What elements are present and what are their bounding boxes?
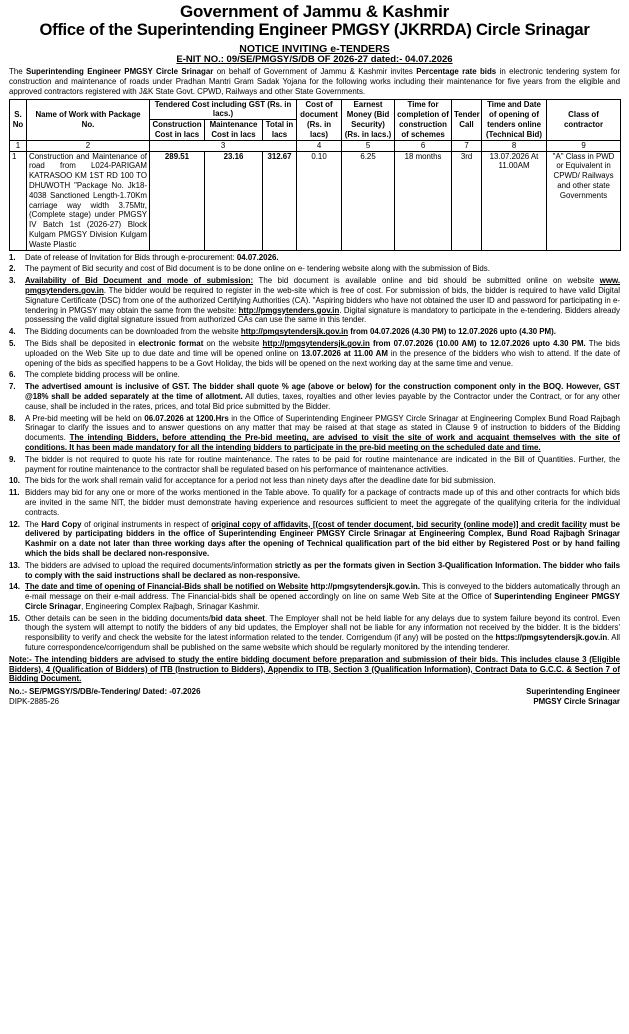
item-text: The date and time of opening of Financial-Bids shall be notified on Website http://pmgsytendersjk.gov.in. This is conveyed to the bidders automatically through an e-mail message on their e-mail address. The Financial-bids shall be opened accordingly on line on same Web Site at the Office of Superintending Engineer PMGSY Circle Srinagar, Engineering Complex Rajbagh, Srinagar Kashmir.	[25, 582, 620, 611]
item-text: Bidders may bid for any one or more of the works mentioned in the Table above. To qualify for a package of contracts made up of this and other contracts for which bids are invited in the same NIT, the bidder must demonstrate having experience and resources sufficient to meet the aggregate of the qualifying criteria for the individual contracts.	[25, 488, 620, 517]
row-opening: 13.07.2026 At 11.00AM	[482, 151, 547, 250]
row-work-name: Construction and Maintenance of road from L024-PARIGAM KATRASOO KM 1ST RD 100 TO DHUWOTH "Package No. Jk18-4038 Sanctioned Length-1.70Km carriage way width 3.75Mtr, (Complete stage) under PMGSY IV Batch 1st (2026-27) Block Kulgam PMGSY Division Kulgam Waste Plastic	[27, 151, 150, 250]
table-row	[10, 151, 621, 250]
reference-number: No.:- SE/PMGSY/S/DB/e-Tendering/ Dated: -07.2026	[9, 687, 201, 697]
item-text: The bids for the work shall remain valid for acceptance for a period not less than ninety days after the deadline date for bid submission.	[25, 476, 496, 486]
index-cell: 8	[482, 140, 547, 151]
index-cell: 9	[547, 140, 621, 151]
government-heading: Government of Jammu & Kashmir	[179, 2, 450, 21]
item-number: 2.	[9, 264, 16, 274]
index-cell: 1	[10, 140, 27, 151]
row-earnest-money: 6.25	[342, 151, 395, 250]
intro-text: in electronic tendering system for construction and maintenance of roads under Pradhan Mantri Gram Sadak Yojana for the following works including their maintenance for five years from the eligible and approved contractors registered with J&K State Govt. CPWD, Railways and other State Governments.	[9, 67, 621, 96]
list-item	[9, 339, 620, 368]
list-item	[9, 327, 620, 337]
col-total: Total in lacs	[263, 120, 297, 141]
row-sno: 1	[10, 151, 27, 250]
list-item	[9, 253, 620, 263]
item-text: Availability of Bid Document and mode of submission: The bid document is available online and bid should be submitted online on website www. pmgsytenders.gov.in. The bidder would be required to register in the web-site which is free of cost. For submission of bids, the bidder is required to have valid Digital Signature Certificate (DSC) from one of the authorized Certifying Authorities (CA). "Aspiring bidders who have not obtained the user ID and password for participating in e-tendering in PMGSY may obtain the same from the website: http://pmgsytenders.gov.in. Digital signature is mandatory to participate in the e-tendering. Bidders already possessing the valid digital signature issued from authorized CAs can use the same in this tender.	[25, 276, 621, 325]
item-number: 8.	[9, 413, 16, 423]
index-cell: 6	[395, 140, 452, 151]
item-number: 9.	[9, 454, 16, 464]
item-text: The bidders are advised to upload the required documents/information strictly as per the formats given in Section 3-Qualification Information. The bidder who fails to comply with the said instructions shall be declared as non-responsive.	[25, 560, 620, 580]
item-number: 10.	[9, 476, 20, 486]
col-tender-call: Tender Call	[452, 99, 482, 140]
col-earnest-money: Earnest Money (Bid Security) (Rs. in lacs.)	[342, 99, 395, 140]
office-heading: Office of the Superintending Engineer PMGSY (JKRRDA) Circle Srinagar	[39, 20, 590, 40]
intro-text: The	[9, 67, 26, 77]
item-number: 5.	[9, 338, 16, 348]
item-number: 11.	[9, 488, 20, 498]
item-text: A Pre-bid meeting will be held on 06.07.2026 at 1200.Hrs in the Office of Superintending Engineer PMGSY Circle Srinagar at Engineering Complex Bund Road Rajbagh Srinagar to clarify the issues and to answer questions on any matter that may be raised at that stage as stated in Clause 9 of instruction to bidders of the Bidding documents. The intending Bidders, before attending the Pre-bid meeting, are advised to visit the site of work and acquaint themselves with the site of conditions. It has been made mandatory for all the intending bidders to participate in the pre-bid meeting on the scheduled date and time.	[25, 413, 620, 452]
notice-title: NOTICE INVITING e-TENDERS	[239, 43, 390, 56]
list-item	[9, 264, 620, 274]
footer-reference	[9, 687, 200, 707]
row-completion-time: 18 months	[395, 151, 452, 250]
item-number: 14.	[9, 582, 20, 592]
index-cell: 7	[452, 140, 482, 151]
item-number: 3.	[9, 276, 16, 286]
table-index-row	[10, 140, 621, 151]
list-item	[9, 370, 620, 380]
row-class: "A" Class in PWD or Equivalent in CPWD/ Railways and other state Governments	[547, 151, 621, 250]
index-cell: 5	[342, 140, 395, 151]
list-item	[9, 561, 620, 581]
index-cell: 3	[150, 140, 297, 151]
item-text: Other details can be seen in the bidding documents/bid data sheet. The Employer shall not be held liable for any delays due to system failure beyond its control. Even though the system will attempt to notify the bidders of any bid updates, the Employer shall not be liable for any information not received by the bidder. It is the bidders' responsibility to verify and check the website for the latest information related to the tender. Corrigendum (if any) will be posted on the https://pmgsytendersjk.gov.in. All future correspondence/corrigendum shall be published on the same website which should be regularly monitored by the intending tenderer.	[25, 613, 621, 653]
col-work-name: Name of Work with Package No.	[27, 99, 150, 140]
item-text: The bidder is not required to quote his rate for routine maintenance. The rates to be paid for routine maintenance are indicated in the Bill of Quantities. Further, the payment for routine maintenance to the contractor shall be regulated based on his performance of maintenance activities.	[25, 454, 620, 474]
item-text: The Bids shall be deposited in electronic format on the website http://pmgsytendersjk.gov.in from 07.07.2026 (10.00 AM) to 12.07.2026 upto 4.30 PM. The bids uploaded on the Web Site up to due date and time will be opened online on 13.07.2026 at 11.00 AM in the presence of the bidders who wish to attend. If the date of opening of the bids as specified happens to be a Govt Holiday, the bids will be opened on the next working day at the same time and venue.	[25, 338, 621, 368]
list-item	[9, 414, 620, 453]
col-sno: S. No	[10, 99, 27, 140]
list-item	[9, 455, 620, 475]
item-number: 1.	[9, 252, 16, 262]
row-maintenance-cost: 23.16	[205, 151, 263, 250]
col-construction: Construction Cost in lacs	[150, 120, 205, 141]
tender-table	[9, 99, 621, 251]
intro-text: on behalf of Government of Jammu & Kashmir invites	[213, 67, 417, 77]
index-cell: 2	[27, 140, 150, 151]
enit-number: E-NIT NO.: 09/SE/PMGSY/S/DB OF 2026-27 dated:- 04.07.2026	[176, 54, 453, 66]
intro-office: Superintending Engineer PMGSY Circle Srinagar	[25, 67, 214, 77]
row-construction-cost: 289.51	[150, 151, 205, 250]
row-total-cost: 312.67	[263, 151, 297, 250]
col-opening: Time and Date of opening of tenders online (Technical Bid)	[482, 99, 547, 140]
list-item	[9, 488, 620, 517]
list-item	[9, 614, 620, 653]
col-class: Class of contractor	[547, 99, 621, 140]
note-paragraph: Note:- The intending bidders are advised to study the entire bidding document before preparation and submission of their bids. This includes clause 3 (Eligible Bidders), 4 (Qualification of Bidders) of ITB (Instruction to Bidders), Appendix to ITB, Section 3 (Qualification Information), Contract Data to G.C.C. & Section 7 of Bidding Document.	[9, 654, 620, 684]
intro-paragraph	[9, 67, 620, 96]
row-doc-cost: 0.10	[297, 151, 342, 250]
item-number: 15.	[9, 613, 20, 623]
signature-block	[526, 687, 620, 707]
intro-bid-type: Percentage rate bids	[416, 67, 497, 77]
item-text: The complete bidding process will be online.	[25, 370, 180, 380]
col-tendered-cost: Tendered Cost including GST (Rs. in lacs.)	[150, 99, 297, 120]
item-number: 12.	[9, 519, 20, 529]
item-text: The payment of Bid security and cost of Bid document is to be done online on e- tendering website along with the submission of Bids.	[25, 264, 490, 274]
item-text: The Bidding documents can be downloaded from the website http://pmgsytendersjk.gov.in from 04.07.2026 (4.30 PM) to 12.07.2026 upto (4.30 PM).	[25, 327, 556, 337]
item-text: The Hard Copy of original instruments in respect of original copy of affidavits, [(cost of tender document, bid security (online mode)] and credit facility must be delivered by participating bidders in the office of Superintending Engineer PMGSY Circle Srinagar at Engineering Complex, Bund Road Rajbagh Srinagar Kashmir on a date not later than three working days after the opening of Technical qualification part of the bid either by Registered Post or by hand failing which the bids shall be declared non-responsive.	[25, 519, 620, 558]
item-number: 7.	[9, 382, 16, 392]
item-text: Date of release of Invitation for Bids through e-procurement: 04.07.2026.	[25, 252, 279, 262]
col-doc-cost: Cost of document (Rs. in lacs)	[297, 99, 342, 140]
list-item	[9, 520, 620, 559]
conditions-list	[9, 253, 620, 653]
list-item	[9, 476, 620, 486]
item-text: The advertised amount is inclusive of GST. The bidder shall quote % age (above or below) for the construction component only in the BOQ. However, GST @18% shall be added separately at the time of allotment. All duties, taxes, royalties and other levies payable by the Contractor under the Contract, or for any other cause, shall be included in the rates, prices, and total Bid price submitted by the Bidder.	[25, 382, 620, 411]
item-number: 13.	[9, 560, 20, 570]
dipk-code: DIPK-2885-26	[9, 697, 60, 707]
row-tender-call: 3rd	[452, 151, 482, 250]
signatory-office: PMGSY Circle Srinagar	[533, 697, 620, 707]
item-number: 4.	[9, 327, 16, 337]
item-number: 6.	[9, 370, 16, 380]
index-cell: 4	[297, 140, 342, 151]
footer	[9, 687, 620, 707]
table-header-row	[10, 99, 621, 120]
col-completion-time: Time for completion of construction of schemes	[395, 99, 452, 140]
list-item	[9, 382, 620, 411]
col-maintenance: Maintenance Cost in lacs	[205, 120, 263, 141]
list-item	[9, 582, 620, 611]
list-item	[9, 276, 620, 325]
signatory-title: Superintending Engineer	[526, 687, 620, 697]
